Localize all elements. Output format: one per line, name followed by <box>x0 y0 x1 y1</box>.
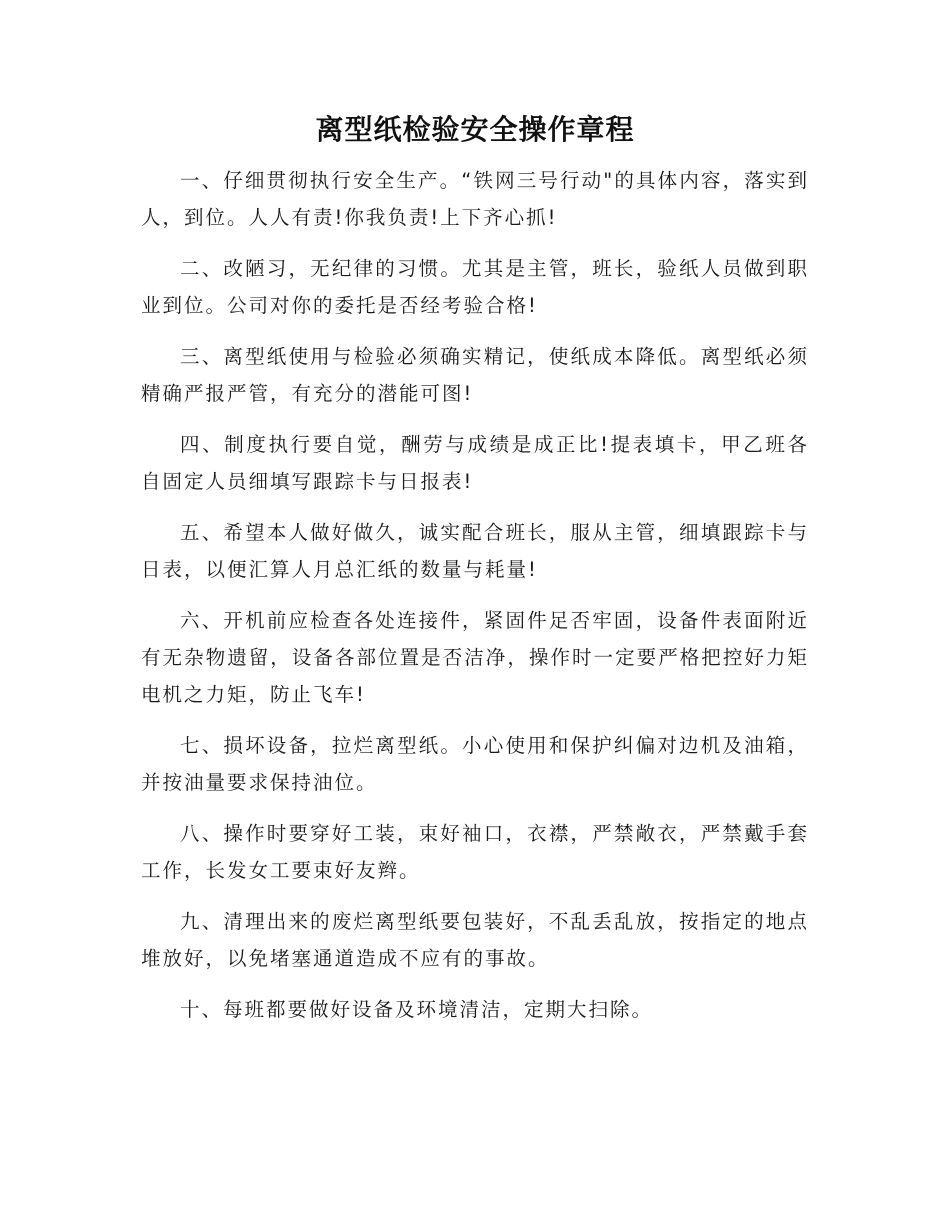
document-title: 离型纸检验安全操作章程 <box>315 113 635 146</box>
paragraph-1: 一、仔细贯彻执行安全生产。“铁网三号行动"的具体内容，落实到人，到位。人人有责!你我负责!上下齐心抓! <box>141 169 809 229</box>
paragraph-9: 九、清理出来的废烂离型纸要包装好，不乱丢乱放，按指定的地点堆放好，以免堵塞通道造成不应有的事故。 <box>141 910 809 970</box>
paragraph-10: 十、每班都要做好设备及环境清洁，定期大扫除。 <box>180 998 654 1021</box>
paragraph-7: 七、损坏设备，拉烂离型纸。小心使用和保护纠偏对边机及油箱，并按油量要求保持油位。 <box>141 734 809 794</box>
paragraph-5: 五、希望本人做好做久，诚实配合班长，服从主管，细填跟踪卡与日表，以便汇算人月总汇纸的数量与耗量! <box>141 521 809 581</box>
paragraph-6: 六、开机前应检查各处连接件，紧固件足否牢固，设备件表面附近有无杂物遗留，设备各部位置是否洁净，操作时一定要严格把控好力矩电机之力矩，防止飞车! <box>141 609 809 706</box>
document-body <box>141 162 809 1042</box>
paragraph-2: 二、改陋习，无纪律的习惯。尤其是主管，班长，验纸人员做到职业到位。公司对你的委托是否经考验合格! <box>141 257 809 317</box>
paragraph-4: 四、制度执行要自觉，酬劳与成绩是成正比!提表填卡，甲乙班各自固定人员细填写跟踪卡与日报表! <box>141 433 809 493</box>
paragraph-3: 三、离型纸使用与检验必须确实精记，使纸成本降低。离型纸必须精确严报严管，有充分的潜能可图! <box>141 345 809 405</box>
paragraph-8: 八、操作时要穿好工装，束好袖口，衣襟，严禁敞衣，严禁戴手套工作，长发女工要束好友辫。 <box>141 822 809 882</box>
